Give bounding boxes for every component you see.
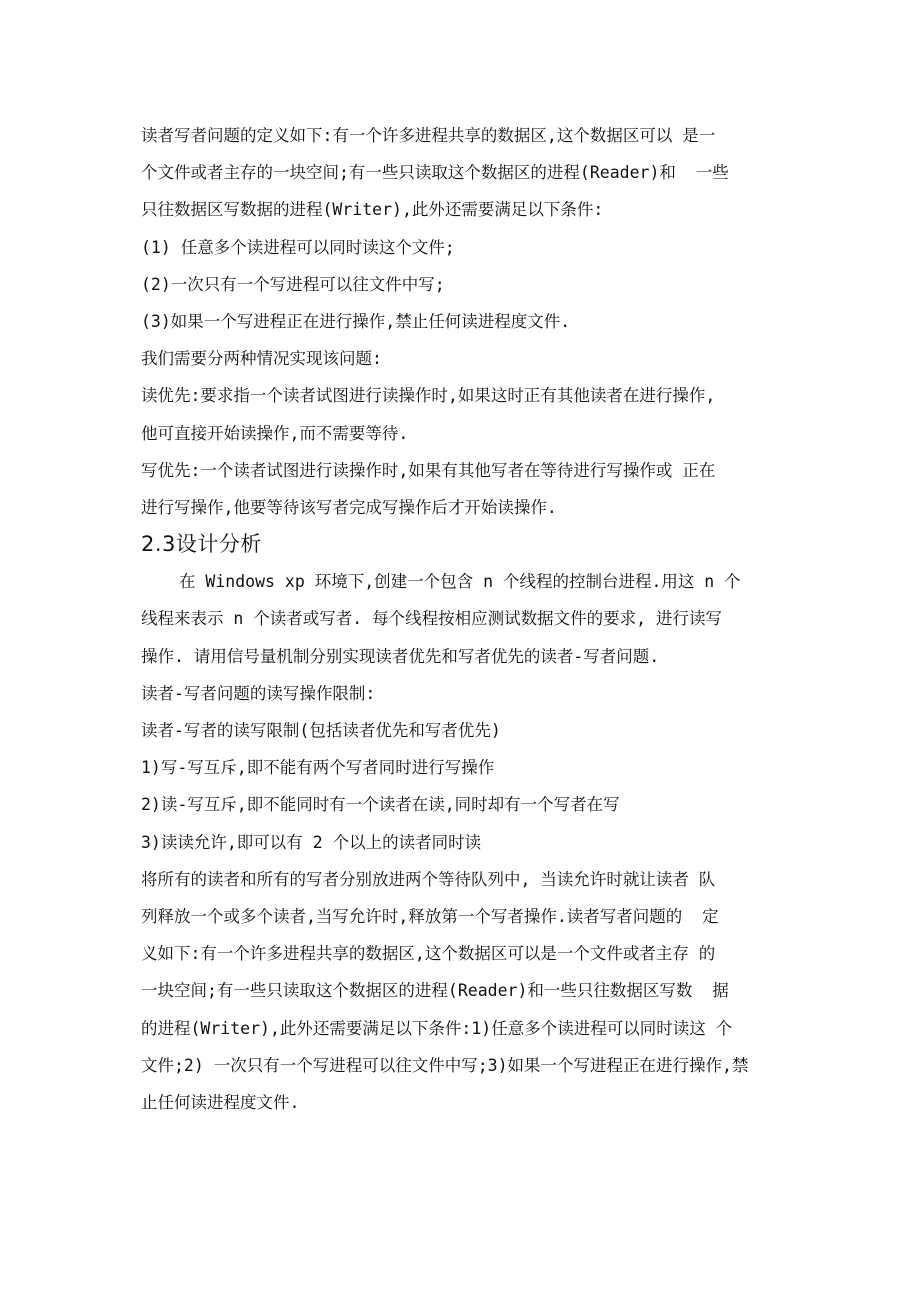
text-line: 止任何读进程度文件. <box>141 1092 300 1112</box>
text-line: 读者-写者的读写限制(包括读者优先和写者优先) <box>141 721 501 740</box>
text-line: 2)读-写互斥,即不能同时有一个读者在读,同时却有一个写者在写 <box>141 795 620 815</box>
text-line: 将所有的读者和所有的写者分别放进两个等待队列中, 当读允许时就让读者 队 <box>141 869 716 889</box>
text-line: 他可直接开始读操作,而不需要等待. <box>141 423 409 443</box>
text-line: 读者-写者问题的读写操作限制: <box>141 683 376 703</box>
document-body <box>141 117 821 1121</box>
section-heading: 2.3设计分析 <box>141 532 262 557</box>
text-line: 个文件或者主存的一块空间;有一些只读取这个数据区的进程(Reader)和 一些 <box>141 163 729 183</box>
text-line: 读优先:要求指一个读者试图进行读操作时,如果这时正有其他读者在进行操作, <box>141 386 716 406</box>
text-line: (3)如果一个写进程正在进行操作,禁止任何读进程度文件. <box>141 311 571 331</box>
text-line: 3)读读允许,即可以有 2 个以上的读者同时读 <box>141 832 482 852</box>
text-line: 读者写者问题的定义如下:有一个许多进程共享的数据区,这个数据区可以 是一 <box>141 126 716 145</box>
text-line: 写优先:一个读者试图进行读操作时,如果有其他写者在等待进行写操作或 正在 <box>141 460 716 480</box>
text-line: 我们需要分两种情况实现该问题: <box>141 349 382 369</box>
text-line: (2)一次只有一个写进程可以往文件中写; <box>141 274 445 294</box>
text-line: 文件;2) 一次只有一个写进程可以往文件中写;3)如果一个写进程正在进行操作,禁 <box>141 1055 749 1075</box>
text-line: 只往数据区写数据的进程(Writer),此外还需要满足以下条件: <box>141 200 604 220</box>
text-line: 线程来表示 n 个读者或写者. 每个线程按相应测试数据文件的要求, 进行读写 <box>141 609 723 629</box>
text-line: 进行写操作,他要等待该写者完成写操作后才开始读操作. <box>141 497 557 517</box>
section-design-analysis <box>141 563 821 1121</box>
text-line: 列释放一个或多个读者,当写允许时,释放第一个写者操作.读者写者问题的 定 <box>141 906 719 926</box>
text-line: 操作. 请用信号量机制分别实现读者优先和写者优先的读者-写者问题. <box>141 646 660 666</box>
text-line: (1) 任意多个读进程可以同时读这个文件; <box>141 237 455 257</box>
section-definition <box>141 117 821 526</box>
text-line: 在 Windows xp 环境下,创建一个包含 n 个线程的控制台进程.用这 n 个 <box>179 572 741 592</box>
text-line: 义如下:有一个许多进程共享的数据区,这个数据区可以是一个文件或者主存 的 <box>141 944 716 964</box>
text-line: 的进程(Writer),此外还需要满足以下条件:1)任意多个读进程可以同时读这 个 <box>141 1018 733 1038</box>
text-line: 一块空间;有一些只读取这个数据区的进程(Reader)和一些只往数据区写数 据 <box>141 981 729 1001</box>
text-line: 1)写-写互斥,即不能有两个写者同时进行写操作 <box>141 758 495 778</box>
